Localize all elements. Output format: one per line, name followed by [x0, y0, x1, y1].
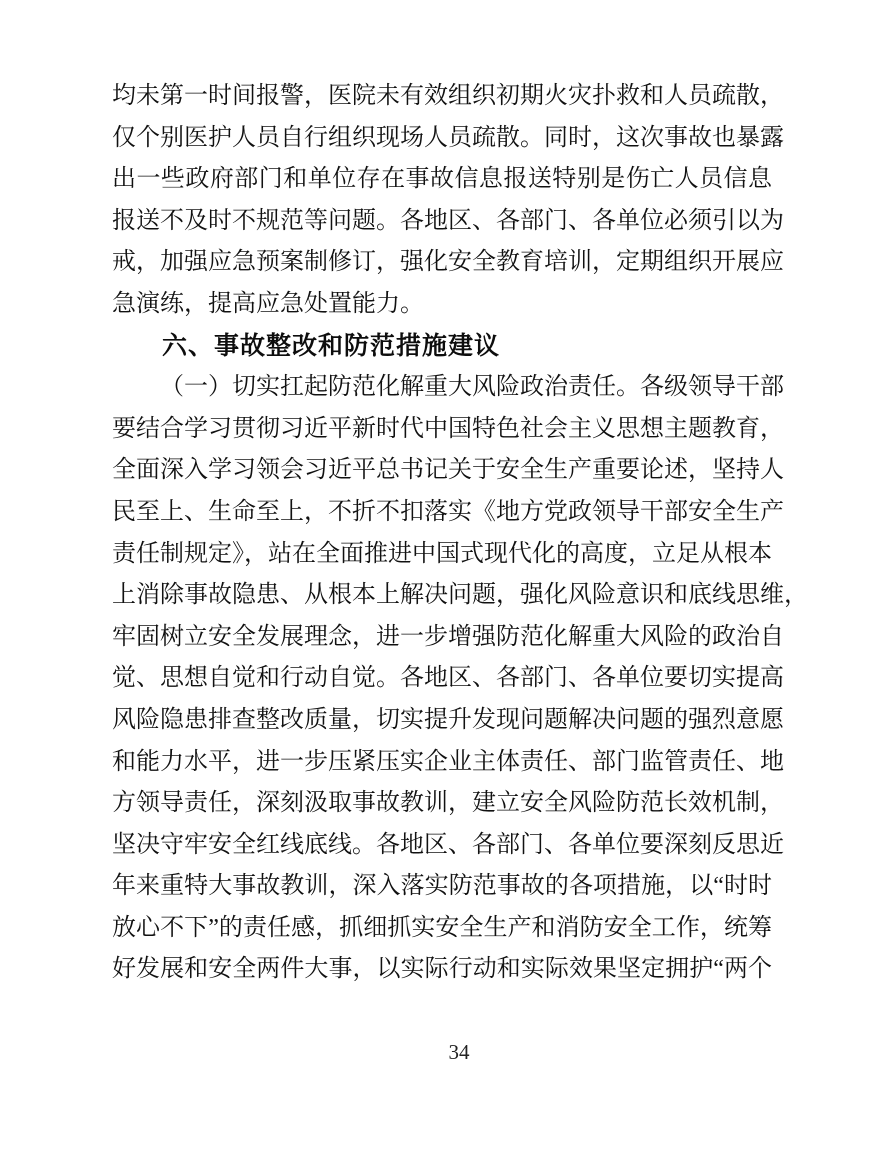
body-text-line: 要结合学习贯彻习近平新时代中国特色社会主义思想主题教育， — [112, 415, 784, 442]
subsection-first-line: （一）切实扛起防范化解重大风险政治责任。各级领导干部 — [160, 374, 784, 401]
body-text-line: 上消除事故隐患、从根本上解决问题，强化风险意识和底线思维， — [112, 582, 808, 609]
body-text-line: 好发展和安全两件大事，以实际行动和实际效果坚定拥护“两个 — [112, 956, 772, 983]
body-text-line: 年来重特大事故教训，深入落实防范事故的各项措施，以“时时 — [112, 873, 772, 900]
body-text-line: 坚决守牢安全红线底线。各地区、各部门、各单位要深刻反思近 — [112, 831, 784, 858]
body-text-line: 戒，加强应急预案制修订，强化安全教育培训，定期组织开展应 — [112, 249, 784, 276]
body-text-line: 责任制规定》，站在全面推进中国式现代化的高度，立足从根本 — [112, 540, 772, 567]
body-text-line: 民至上、生命至上，不折不扣落实《地方党政领导干部安全生产 — [112, 498, 784, 525]
body-text-line: 报送不及时不规范等问题。各地区、各部门、各单位必须引以为 — [112, 207, 784, 234]
body-text-line: 觉、思想自觉和行动自觉。各地区、各部门、各单位要切实提高 — [112, 665, 784, 692]
section-heading: 六、事故整改和防范措施建议 — [162, 331, 501, 360]
body-text-line: 和能力水平，进一步压紧压实企业主体责任、部门监管责任、地 — [112, 748, 784, 775]
paragraph-recommendations — [112, 367, 808, 991]
body-text-line: 急演练，提高应急处置能力。 — [112, 290, 424, 317]
text-block — [112, 76, 808, 991]
body-text-line: 牢固树立安全发展理念，进一步增强防范化解重大风险的政治自 — [112, 623, 784, 650]
body-text-line: 方领导责任，深刻汲取事故教训，建立安全风险防范长效机制， — [112, 790, 784, 817]
body-text-line: 风险隐患排查整改质量，切实提升发现问题解决问题的强烈意愿 — [112, 706, 784, 733]
paragraph-continuation — [112, 76, 784, 326]
body-text-line: 出一些政府部门和单位存在事故信息报送特别是伤亡人员信息 — [112, 166, 772, 193]
page-number: 34 — [448, 1040, 470, 1064]
body-text-line: 均未第一时间报警，医院未有效组织初期火灾扑救和人员疏散， — [112, 83, 784, 109]
body-text-line: 仅个别医护人员自行组织现场人员疏散。同时，这次事故也暴露 — [112, 124, 784, 151]
body-text-line: 放心不下”的责任感，抓细抓实安全生产和消防安全工作，统筹 — [112, 914, 772, 941]
body-text-line: 全面深入学习领会习近平总书记关于安全生产重要论述，坚持人 — [112, 457, 784, 484]
